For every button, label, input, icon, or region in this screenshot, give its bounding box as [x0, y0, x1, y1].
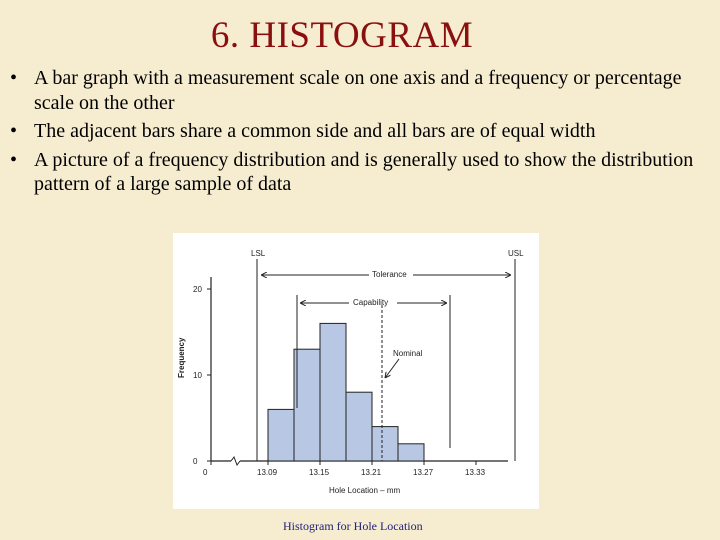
x-tick-label: 13.15: [309, 468, 330, 477]
histogram-bar: [372, 427, 398, 461]
y-tick-label: 10: [193, 371, 202, 380]
histogram-bar: [294, 349, 320, 461]
bullet-text: A picture of a frequency distribution and is generally used to show the distribution pattern of a large sample of data: [34, 148, 694, 195]
bullet-text: A bar graph with a measurement scale on one axis and a frequency or percentage scale on the other: [34, 67, 682, 114]
tolerance-label: Tolerance: [372, 270, 407, 279]
axis-break: [231, 457, 240, 465]
bullet-item: [0, 148, 700, 197]
histogram-bar: [320, 323, 346, 461]
x-tick-label: 0: [203, 468, 208, 477]
x-tick-label: 13.09: [257, 468, 278, 477]
y-tick-label: 20: [193, 285, 202, 294]
histogram-bar: [398, 444, 424, 461]
x-tick-label: 13.21: [361, 468, 382, 477]
histogram-chart: [173, 233, 539, 509]
capability-label: Capability: [353, 298, 389, 307]
bullet-item: [0, 119, 700, 144]
bullet-item: [0, 66, 700, 115]
bullet-dot: •: [10, 67, 18, 89]
histogram-bar: [268, 409, 294, 461]
usl-label: USL: [508, 249, 524, 258]
y-tick-label: 0: [193, 457, 198, 466]
x-tick-label: 13.27: [413, 468, 434, 477]
bullet-dot: •: [10, 148, 18, 171]
bullet-list: [0, 66, 700, 201]
y-axis-label: Frequency: [177, 337, 186, 378]
bullet-dot: •: [10, 120, 18, 142]
slide-title: 6. HISTOGRAM: [210, 15, 474, 56]
nominal-pointer: [385, 359, 399, 378]
x-tick-label: 13.33: [465, 468, 486, 477]
histogram-bar: [346, 392, 372, 461]
nominal-label: Nominal: [393, 349, 423, 358]
lsl-label: LSL: [251, 249, 266, 258]
figure-caption: Histogram for Hole Location: [283, 519, 423, 533]
histogram-figure: [173, 233, 539, 509]
bullet-text: The adjacent bars share a common side and all bars are of equal width: [34, 120, 596, 142]
x-axis-label: Hole Location – mm: [329, 486, 401, 495]
